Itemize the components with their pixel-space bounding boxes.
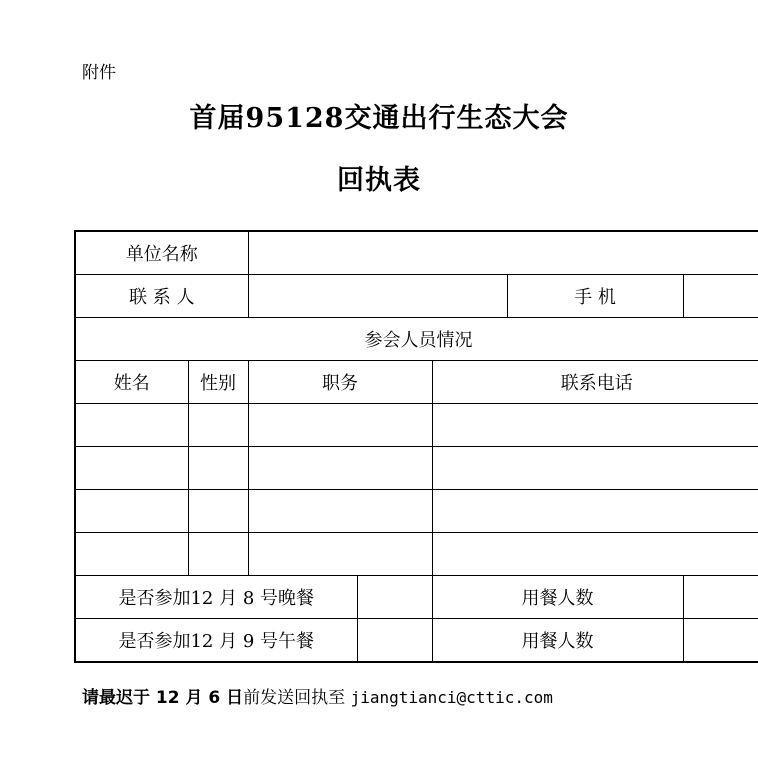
attendee-phone-cell[interactable] (432, 447, 758, 490)
instruction-text: 前发送回执至 (243, 688, 351, 708)
lunch-count-label: 用餐人数 (432, 619, 683, 663)
section-title: 参会人员情况 (75, 318, 758, 361)
column-header-row (75, 361, 758, 404)
attendee-position-cell[interactable] (248, 533, 432, 576)
contact-input[interactable] (248, 275, 507, 318)
table-row (75, 447, 758, 490)
attendee-phone-cell[interactable] (432, 404, 758, 447)
lunch-input[interactable] (357, 619, 432, 663)
dinner-count-label: 用餐人数 (432, 576, 683, 619)
attendee-name-cell[interactable] (75, 533, 188, 576)
attachment-label: 附件 (82, 63, 116, 83)
receipt-form-table (74, 230, 758, 663)
table-row (75, 533, 758, 576)
attendee-phone-cell[interactable] (432, 533, 758, 576)
unit-input[interactable] (248, 231, 758, 275)
attendee-gender-cell[interactable] (188, 490, 248, 533)
deadline-text: 请最迟于 12 月 6 日 (82, 688, 244, 708)
column-header-position: 职务 (248, 361, 432, 404)
attendee-gender-cell[interactable] (188, 404, 248, 447)
attendee-position-cell[interactable] (248, 447, 432, 490)
attendee-gender-cell[interactable] (188, 533, 248, 576)
unit-label: 单位名称 (75, 231, 248, 275)
lunch-label: 是否参加12 月 9 号午餐 (75, 619, 357, 663)
attendee-phone-cell[interactable] (432, 490, 758, 533)
dinner-input[interactable] (357, 576, 432, 619)
attendee-gender-cell[interactable] (188, 447, 248, 490)
dinner-count-input[interactable] (683, 576, 758, 619)
contact-row (75, 275, 758, 318)
attendee-name-cell[interactable] (75, 404, 188, 447)
lunch-row (75, 619, 758, 663)
dinner-row (75, 576, 758, 619)
lunch-count-input[interactable] (683, 619, 758, 663)
column-header-phone: 联系电话 (432, 361, 758, 404)
table-row (75, 490, 758, 533)
contact-label: 联 系 人 (75, 275, 248, 318)
column-header-gender: 性别 (188, 361, 248, 404)
attendee-name-cell[interactable] (75, 447, 188, 490)
dinner-label: 是否参加12 月 8 号晚餐 (75, 576, 357, 619)
mobile-label: 手 机 (507, 275, 683, 318)
email-link[interactable]: jiangtianci@cttic.com (350, 688, 553, 707)
footer-note (82, 683, 553, 708)
table-row (75, 404, 758, 447)
mobile-input[interactable] (683, 275, 758, 318)
page-title: 首届95128交通出行生态大会 (189, 103, 569, 134)
unit-row (75, 231, 758, 275)
attendee-name-cell[interactable] (75, 490, 188, 533)
section-row (75, 318, 758, 361)
attendee-position-cell[interactable] (248, 404, 432, 447)
attendee-position-cell[interactable] (248, 490, 432, 533)
page-subtitle: 回执表 (337, 165, 421, 196)
column-header-name: 姓名 (75, 361, 188, 404)
